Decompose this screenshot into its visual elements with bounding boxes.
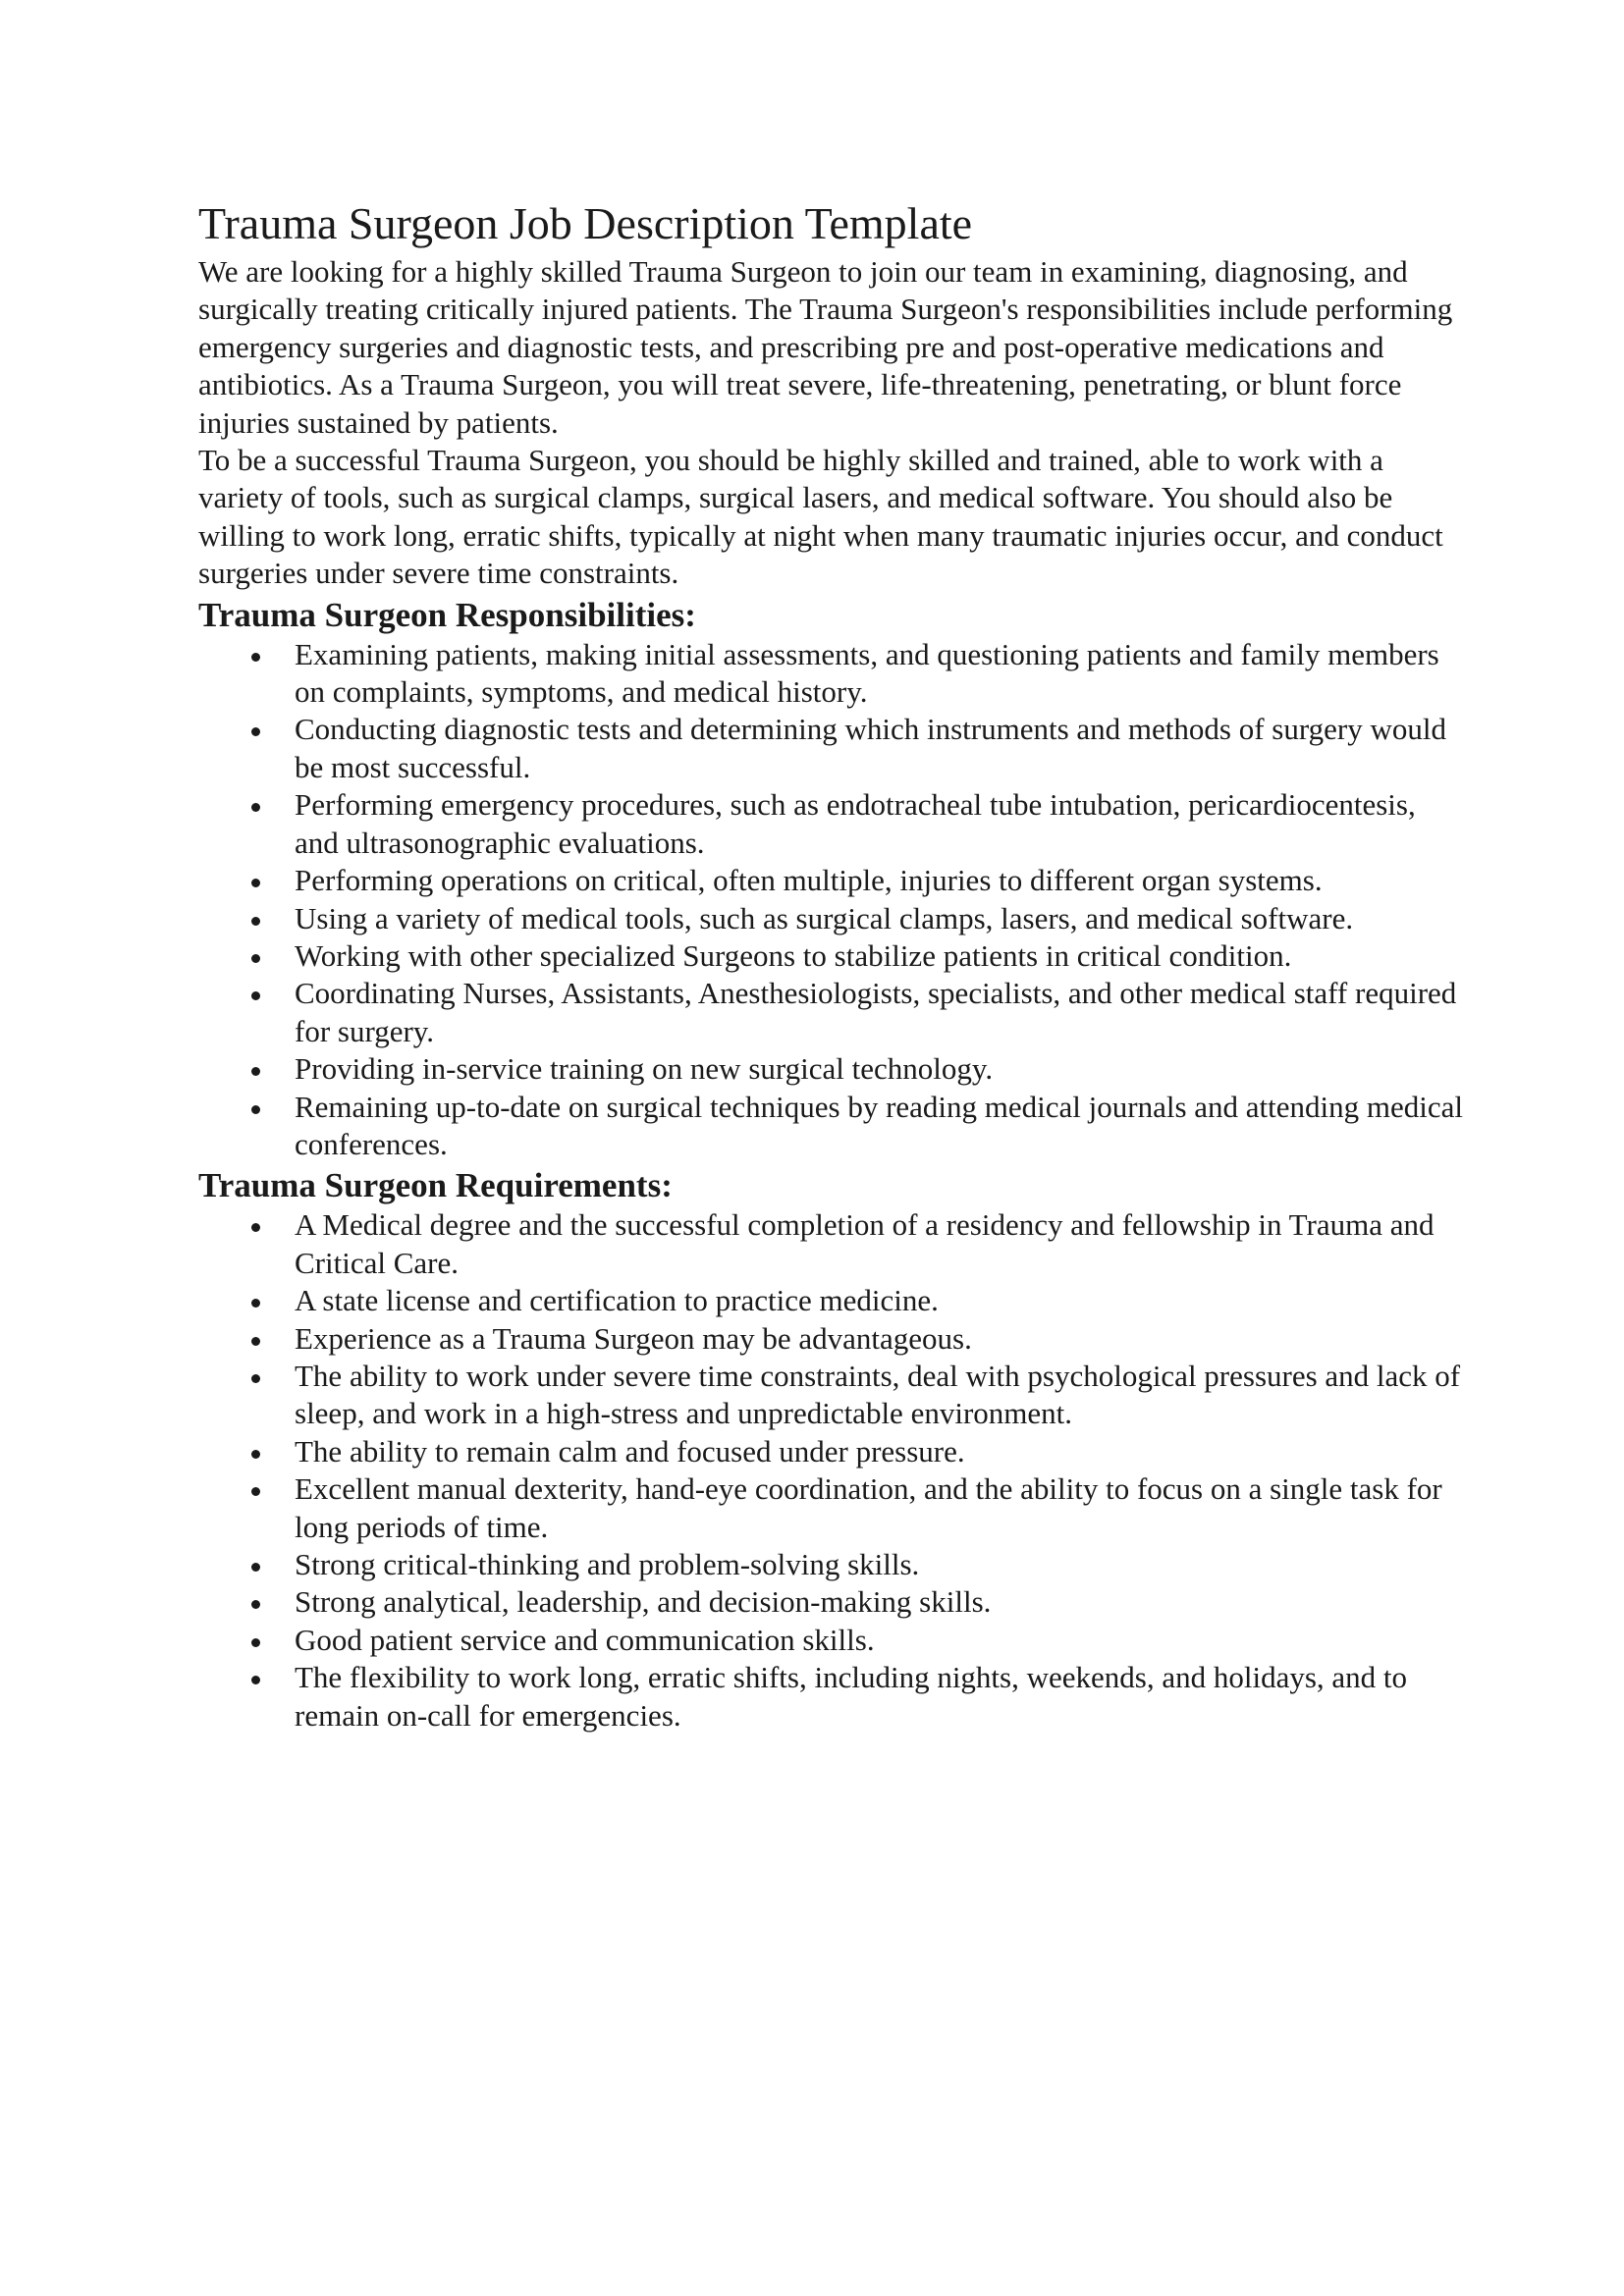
- bullet-icon: [251, 1337, 260, 1346]
- requirements-list: [198, 1206, 1465, 1735]
- list-item-text: Using a variety of medical tools, such as surgical clamps, lasers, and medical software.: [295, 900, 1354, 935]
- list-item-text: The ability to remain calm and focused under pressure.: [295, 1433, 965, 1468]
- list-item: [198, 1358, 1465, 1433]
- list-item-text: Coordinating Nurses, Assistants, Anesthesiologists, specialists, and other medical staff required for surgery.: [295, 976, 1457, 1048]
- bullet-icon: [251, 727, 260, 736]
- list-item: [198, 1433, 1465, 1470]
- document-page: [198, 196, 1465, 1735]
- list-item: [198, 1622, 1465, 1659]
- bullet-icon: [251, 1487, 260, 1496]
- list-item: [198, 1659, 1465, 1735]
- list-item-text: Remaining up-to-date on surgical techniques by reading medical journals and attending medical conferences.: [295, 1089, 1463, 1161]
- list-item-text: Strong analytical, leadership, and decision-making skills.: [295, 1584, 992, 1620]
- list-item-text: Conducting diagnostic tests and determining which instruments and methods of surgery would be most successful.: [295, 712, 1446, 784]
- list-item: [198, 1282, 1465, 1319]
- intro-paragraph: To be a successful Trauma Surgeon, you should be highly skilled and trained, able to work with a variety of tools, such as surgical clamps, surgical lasers, and medical software. You should also be willing to work long, erratic shifts, typically at night when many traumatic injuries occur, and conduct surgeries under severe time constraints.: [198, 443, 1443, 591]
- bullet-icon: [251, 803, 260, 812]
- intro-paragraph: We are looking for a highly skilled Trauma Surgeon to join our team in examining, diagnosing, and surgically treating critically injured patients. The Trauma Surgeon's responsibilities include performing emergency surgeries and diagnostic tests, and prescribing pre and post-operative medications and antibiotics. As a Trauma Surgeon, you will treat severe, life-threatening, penetrating, or blunt force injuries sustained by patients.: [198, 254, 1453, 440]
- list-item: [198, 711, 1465, 786]
- list-item: [198, 1050, 1465, 1088]
- document-title: Trauma Surgeon Job Description Template: [198, 198, 973, 248]
- bullet-icon: [251, 1374, 260, 1383]
- list-item: [198, 1206, 1465, 1282]
- list-item: [198, 975, 1465, 1050]
- bullet-icon: [251, 1105, 260, 1114]
- list-item-text: Performing emergency procedures, such as endotracheal tube intubation, pericardiocentesis, and ultrasonographic evaluations.: [295, 787, 1416, 860]
- bullet-icon: [251, 1067, 260, 1076]
- list-item: [198, 1583, 1465, 1621]
- bullet-icon: [251, 1563, 260, 1572]
- list-item: [198, 937, 1465, 975]
- bullet-icon: [251, 917, 260, 926]
- bullet-icon: [251, 1638, 260, 1647]
- list-item-text: Providing in-service training on new surgical technology.: [295, 1051, 994, 1087]
- list-item: [198, 1470, 1465, 1546]
- list-item: [198, 862, 1465, 899]
- list-item-text: Working with other specialized Surgeons to stabilize patients in critical condition.: [295, 937, 1292, 973]
- list-item: [198, 786, 1465, 862]
- list-item-text: Good patient service and communication skills.: [295, 1622, 875, 1657]
- bullet-icon: [251, 1676, 260, 1684]
- bullet-icon: [251, 954, 260, 963]
- bullet-icon: [251, 1299, 260, 1308]
- bullet-icon: [251, 1600, 260, 1609]
- list-item: [198, 636, 1465, 712]
- bullet-icon: [251, 1223, 260, 1232]
- list-item: [198, 900, 1465, 937]
- bullet-icon: [251, 879, 260, 887]
- list-item-text: Strong critical-thinking and problem-solving skills.: [295, 1547, 920, 1581]
- responsibilities-list: [198, 636, 1465, 1164]
- bullet-icon: [251, 1450, 260, 1459]
- responsibilities-heading: Trauma Surgeon Responsibilities:: [198, 595, 696, 634]
- list-item-text: Excellent manual dexterity, hand-eye coordination, and the ability to focus on a single task for long periods of time.: [295, 1471, 1442, 1544]
- list-item-text: The flexibility to work long, erratic shifts, including nights, weekends, and holidays, and to remain on-call for emergencies.: [295, 1660, 1408, 1733]
- list-item-text: A Medical degree and the successful completion of a residency and fellowship in Trauma and Critical Care.: [295, 1207, 1435, 1280]
- list-item-text: A state license and certification to practice medicine.: [295, 1283, 939, 1318]
- list-item-text: The ability to work under severe time constraints, deal with psychological pressures and lack of sleep, and work in a high-stress and unpredictable environment.: [295, 1358, 1461, 1431]
- list-item-text: Experience as a Trauma Surgeon may be advantageous.: [295, 1320, 972, 1356]
- requirements-heading: Trauma Surgeon Requirements:: [198, 1166, 673, 1205]
- list-item: [198, 1089, 1465, 1164]
- bullet-icon: [251, 991, 260, 1000]
- list-item: [198, 1546, 1465, 1583]
- list-item: [198, 1320, 1465, 1358]
- bullet-icon: [251, 653, 260, 662]
- list-item-text: Examining patients, making initial assessments, and questioning patients and family members on complaints, symptoms, and medical history.: [295, 636, 1439, 710]
- list-item-text: Performing operations on critical, often multiple, injuries to different organ systems.: [295, 863, 1323, 898]
